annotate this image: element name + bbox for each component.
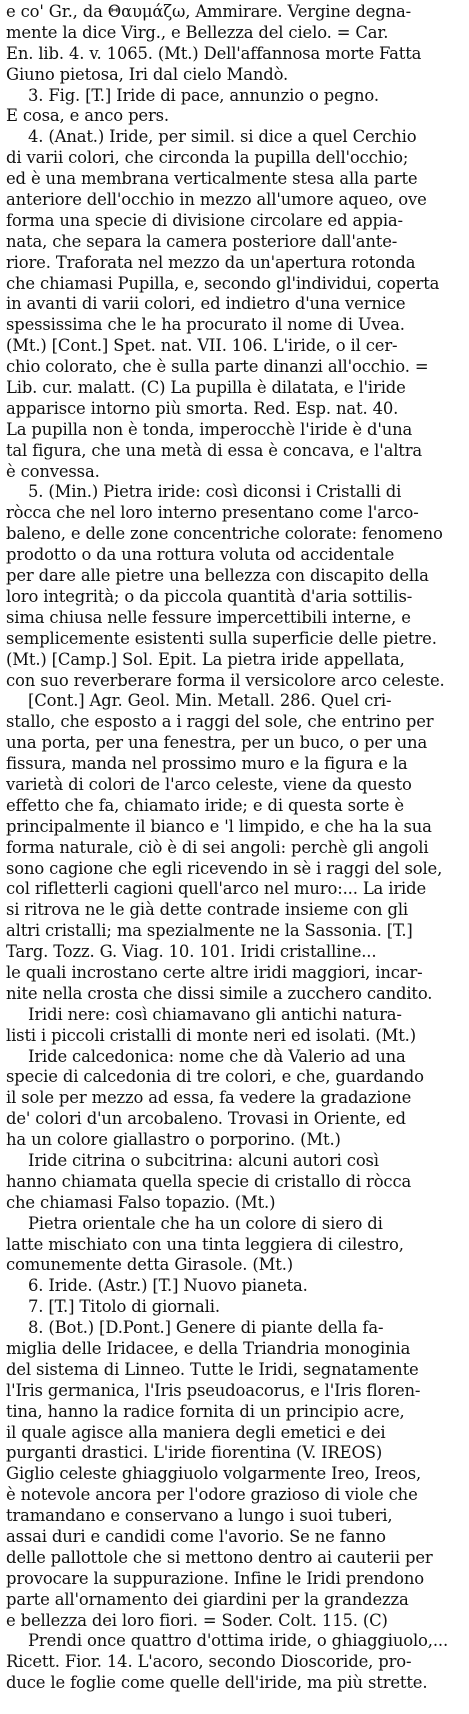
text-line: col rifletterli cagioni quell'arco nel muro:... La iride bbox=[6, 879, 427, 899]
text-line: varietà di colori de l'arco celeste, viene da questo bbox=[6, 774, 412, 794]
text-line: apparisce intorno più smorta. Red. Esp. nat. 40. bbox=[6, 398, 399, 418]
text-line: Ricett. Fior. 14. L'acoro, secondo Dioscoride, pro- bbox=[6, 1652, 412, 1672]
text-line: anteriore dell'occhio in mezzo all'umore aqueo, ove bbox=[6, 190, 427, 210]
text-line: delle pallottole che si mettono dentro ai cauterii per bbox=[6, 1547, 433, 1567]
text-line: Pietra orientale che ha un colore di siero di bbox=[28, 1213, 383, 1233]
text-line: prodotto o da una rottura voluta od accidentale bbox=[6, 545, 395, 565]
text-line: miglia delle Iridacee, e della Triandria monoginia bbox=[6, 1339, 411, 1358]
text-line: provocare la suppurazione. Infine le Iridi prendono bbox=[6, 1568, 424, 1588]
text-line: listi i piccoli cristalli di monte neri ed isolati. (Mt.) bbox=[6, 1025, 416, 1045]
text-line: forma naturale, ciò è di sei angoli: perchè gli angoli bbox=[6, 837, 429, 857]
text-line: nite nella crosta che dissi simile a zucchero candito. bbox=[6, 983, 433, 1003]
text-line: riore. Traforata nel mezzo da un'apertura rotonda bbox=[6, 252, 416, 272]
text-line: Iride calcedonica: nome che dà Valerio ad una bbox=[28, 1046, 406, 1066]
text-line: specie di calcedonia di tre colori, e che, guardando bbox=[6, 1067, 424, 1087]
text-line: tina, hanno la radice fornita di un principio acre, bbox=[6, 1401, 405, 1421]
text-line: si ritrova ne le già dette contrade insieme con gli bbox=[6, 900, 409, 920]
text-line: duce le foglie come quelle dell'iride, ma più strette. bbox=[6, 1673, 428, 1693]
text-line: (Mt.) [Cont.] Spet. nat. VII. 106. L'iride, o il cer- bbox=[6, 336, 398, 356]
text-line: per dare alle pietre una bellezza con discapito della bbox=[6, 566, 429, 586]
text-line: è notevole ancora per l'odore grazioso di viole che bbox=[6, 1485, 418, 1505]
text-line: 6. Iride. (Astr.) [T.] Nuovo pianeta. bbox=[28, 1276, 308, 1296]
text-line: il quale agisce alla maniera degli emetici e dei bbox=[6, 1422, 386, 1442]
text-line: ròcca che nel loro interno presentano come l'arco- bbox=[6, 503, 419, 523]
text-line: il sole per mezzo ad essa, fa vedere la gradazione bbox=[6, 1088, 412, 1108]
text-line: in avanti di varii colori, ed indietro d'una vernice bbox=[6, 294, 406, 314]
text-line: semplicemente esistenti sulla superficie delle pietre. bbox=[6, 628, 437, 648]
text-line: E cosa, e anco pers. bbox=[6, 106, 169, 126]
text-line: nata, che separa la camera posteriore dall'ante- bbox=[6, 231, 398, 251]
text-line: 5. (Min.) Pietra iride: così diconsi i Cristalli di bbox=[28, 482, 402, 502]
text-line: le quali incrostano certe altre iridi maggiori, incar- bbox=[6, 962, 423, 982]
text-line: mente la dice Virg., e Bellezza del cielo. = Car. bbox=[6, 22, 389, 42]
text-line: di varii colori, che circonda la pupilla dell'occhio; bbox=[6, 148, 409, 168]
text-line: è convessa. bbox=[6, 461, 100, 481]
text-line: Iridi nere: così chiamavano gli antichi natura- bbox=[28, 1004, 402, 1024]
text-line: La pupilla non è tonda, imperocchè l'iride è d'una bbox=[6, 419, 413, 439]
text-line: parte all'ornamento dei giardini per la grandezza bbox=[6, 1589, 409, 1609]
text-line: ha un colore giallastro o porporino. (Mt.) bbox=[6, 1130, 341, 1150]
text-line: (Mt.) [Camp.] Sol. Epit. La pietra iride appellata, bbox=[6, 649, 405, 669]
text-line: spessissima che le ha procurato il nome di Uvea. bbox=[6, 315, 405, 335]
text-line: tal figura, che una metà di essa è concava, e l'altra bbox=[6, 440, 423, 460]
text-line: l'Iris germanica, l'Iris pseudoacorus, e l'Iris floren- bbox=[6, 1380, 421, 1400]
text-line: Giuno pietosa, Iri dal cielo Mandò. bbox=[6, 64, 289, 84]
text-line: comunemente detta Girasole. (Mt.) bbox=[6, 1255, 294, 1275]
text-line: principalmente il bianco e 'l limpido, e che ha la sua bbox=[6, 816, 432, 836]
text-line: ed è una membrana verticalmente stesa alla parte bbox=[6, 169, 418, 189]
text-line: Targ. Tozz. G. Viag. 10. 101. Iridi cristalline... bbox=[6, 942, 377, 962]
text-line: effetto che fa, chiamato iride; e di questa sorte è bbox=[6, 795, 404, 815]
text-line: Giglio celeste ghiaggiuolo volgarmente Ireo, Ireos, bbox=[6, 1464, 422, 1484]
text-line: che chiamasi Pupilla, e, secondo gl'individui, coperta bbox=[6, 273, 440, 293]
text-line: una porta, per una fenestra, per un buco, o per una bbox=[6, 733, 428, 753]
text-line: En. lib. 4. v. 1065. (Mt.) Dell'affannosa morte Fatta bbox=[6, 43, 422, 63]
text-line: 4. (Anat.) Iride, per simil. si dice a quel Cerchio bbox=[28, 127, 417, 147]
text-line: de' colori d'un arcobaleno. Trovasi in Oriente, ed bbox=[6, 1109, 406, 1129]
text-line: chio colorato, che è sulla parte dinanzi all'occhio. = bbox=[6, 357, 429, 377]
text-line: fissura, manda nel prossimo muro e la figura e la bbox=[6, 754, 408, 774]
text-line: 7. [T.] Titolo di giornali. bbox=[28, 1297, 220, 1317]
text-line: Prendi once quattro d'ottima iride, o ghiaggiuolo,... bbox=[28, 1631, 449, 1651]
text-line: che chiamasi Falso topazio. (Mt.) bbox=[6, 1192, 276, 1212]
text-line: sima chiusa nelle fessure impercettibili interne, e bbox=[6, 607, 411, 627]
text-line: forma una specie di divisione circolare ed appia- bbox=[6, 210, 403, 230]
text-line: [Cont.] Agr. Geol. Min. Metall. 286. Quel cri- bbox=[28, 691, 392, 711]
text-line: con suo reverberare forma il versicolore arco celeste. bbox=[6, 670, 445, 690]
text-line: Iride citrina o subcitrina: alcuni autori così bbox=[28, 1150, 379, 1170]
text-line: purganti drastici. L'iride fiorentina (V. IREOS) bbox=[6, 1443, 383, 1463]
text-line: e co' Gr., da Θαυμάζω, Ammirare. Vergine degna- bbox=[6, 2, 412, 21]
text-line: e bellezza dei loro fiori. = Soder. Colt. 115. (C) bbox=[6, 1610, 388, 1630]
text-line: hanno chiamata quella specie di cristallo di ròcca bbox=[6, 1171, 412, 1191]
text-line: 8. (Bot.) [D.Pont.] Genere di piante della fa- bbox=[28, 1318, 384, 1338]
text-line: latte mischiato con una tinta leggiera di cilestro, bbox=[6, 1234, 404, 1254]
text-line: altri cristalli; ma spezialmente ne la Sassonia. [T.] bbox=[6, 921, 413, 941]
text-line: stallo, che esposto a i raggi del sole, che entrino per bbox=[6, 712, 434, 732]
text-line: assai duri e candidi come l'avorio. Se ne fanno bbox=[6, 1527, 386, 1547]
text-line: 3. Fig. [T.] Iride di pace, annunzio o pegno. bbox=[28, 85, 379, 105]
text-line: sono cagione che egli ricevendo in sè i raggi del sole, bbox=[6, 858, 443, 878]
text-line: Lib. cur. malatt. (C) La pupilla è dilatata, e l'iride bbox=[6, 378, 406, 398]
text-line: loro integrità; o da piccola quantità d'aria sottilis- bbox=[6, 586, 413, 606]
text-line: baleno, e delle zone concentriche colorate: fenomeno bbox=[6, 524, 443, 544]
text-line: del sistema di Linneo. Tutte le Iridi, segnatamente bbox=[6, 1359, 419, 1379]
text-line: tramandano e conservano a lungo i suoi tuberi, bbox=[6, 1506, 393, 1526]
